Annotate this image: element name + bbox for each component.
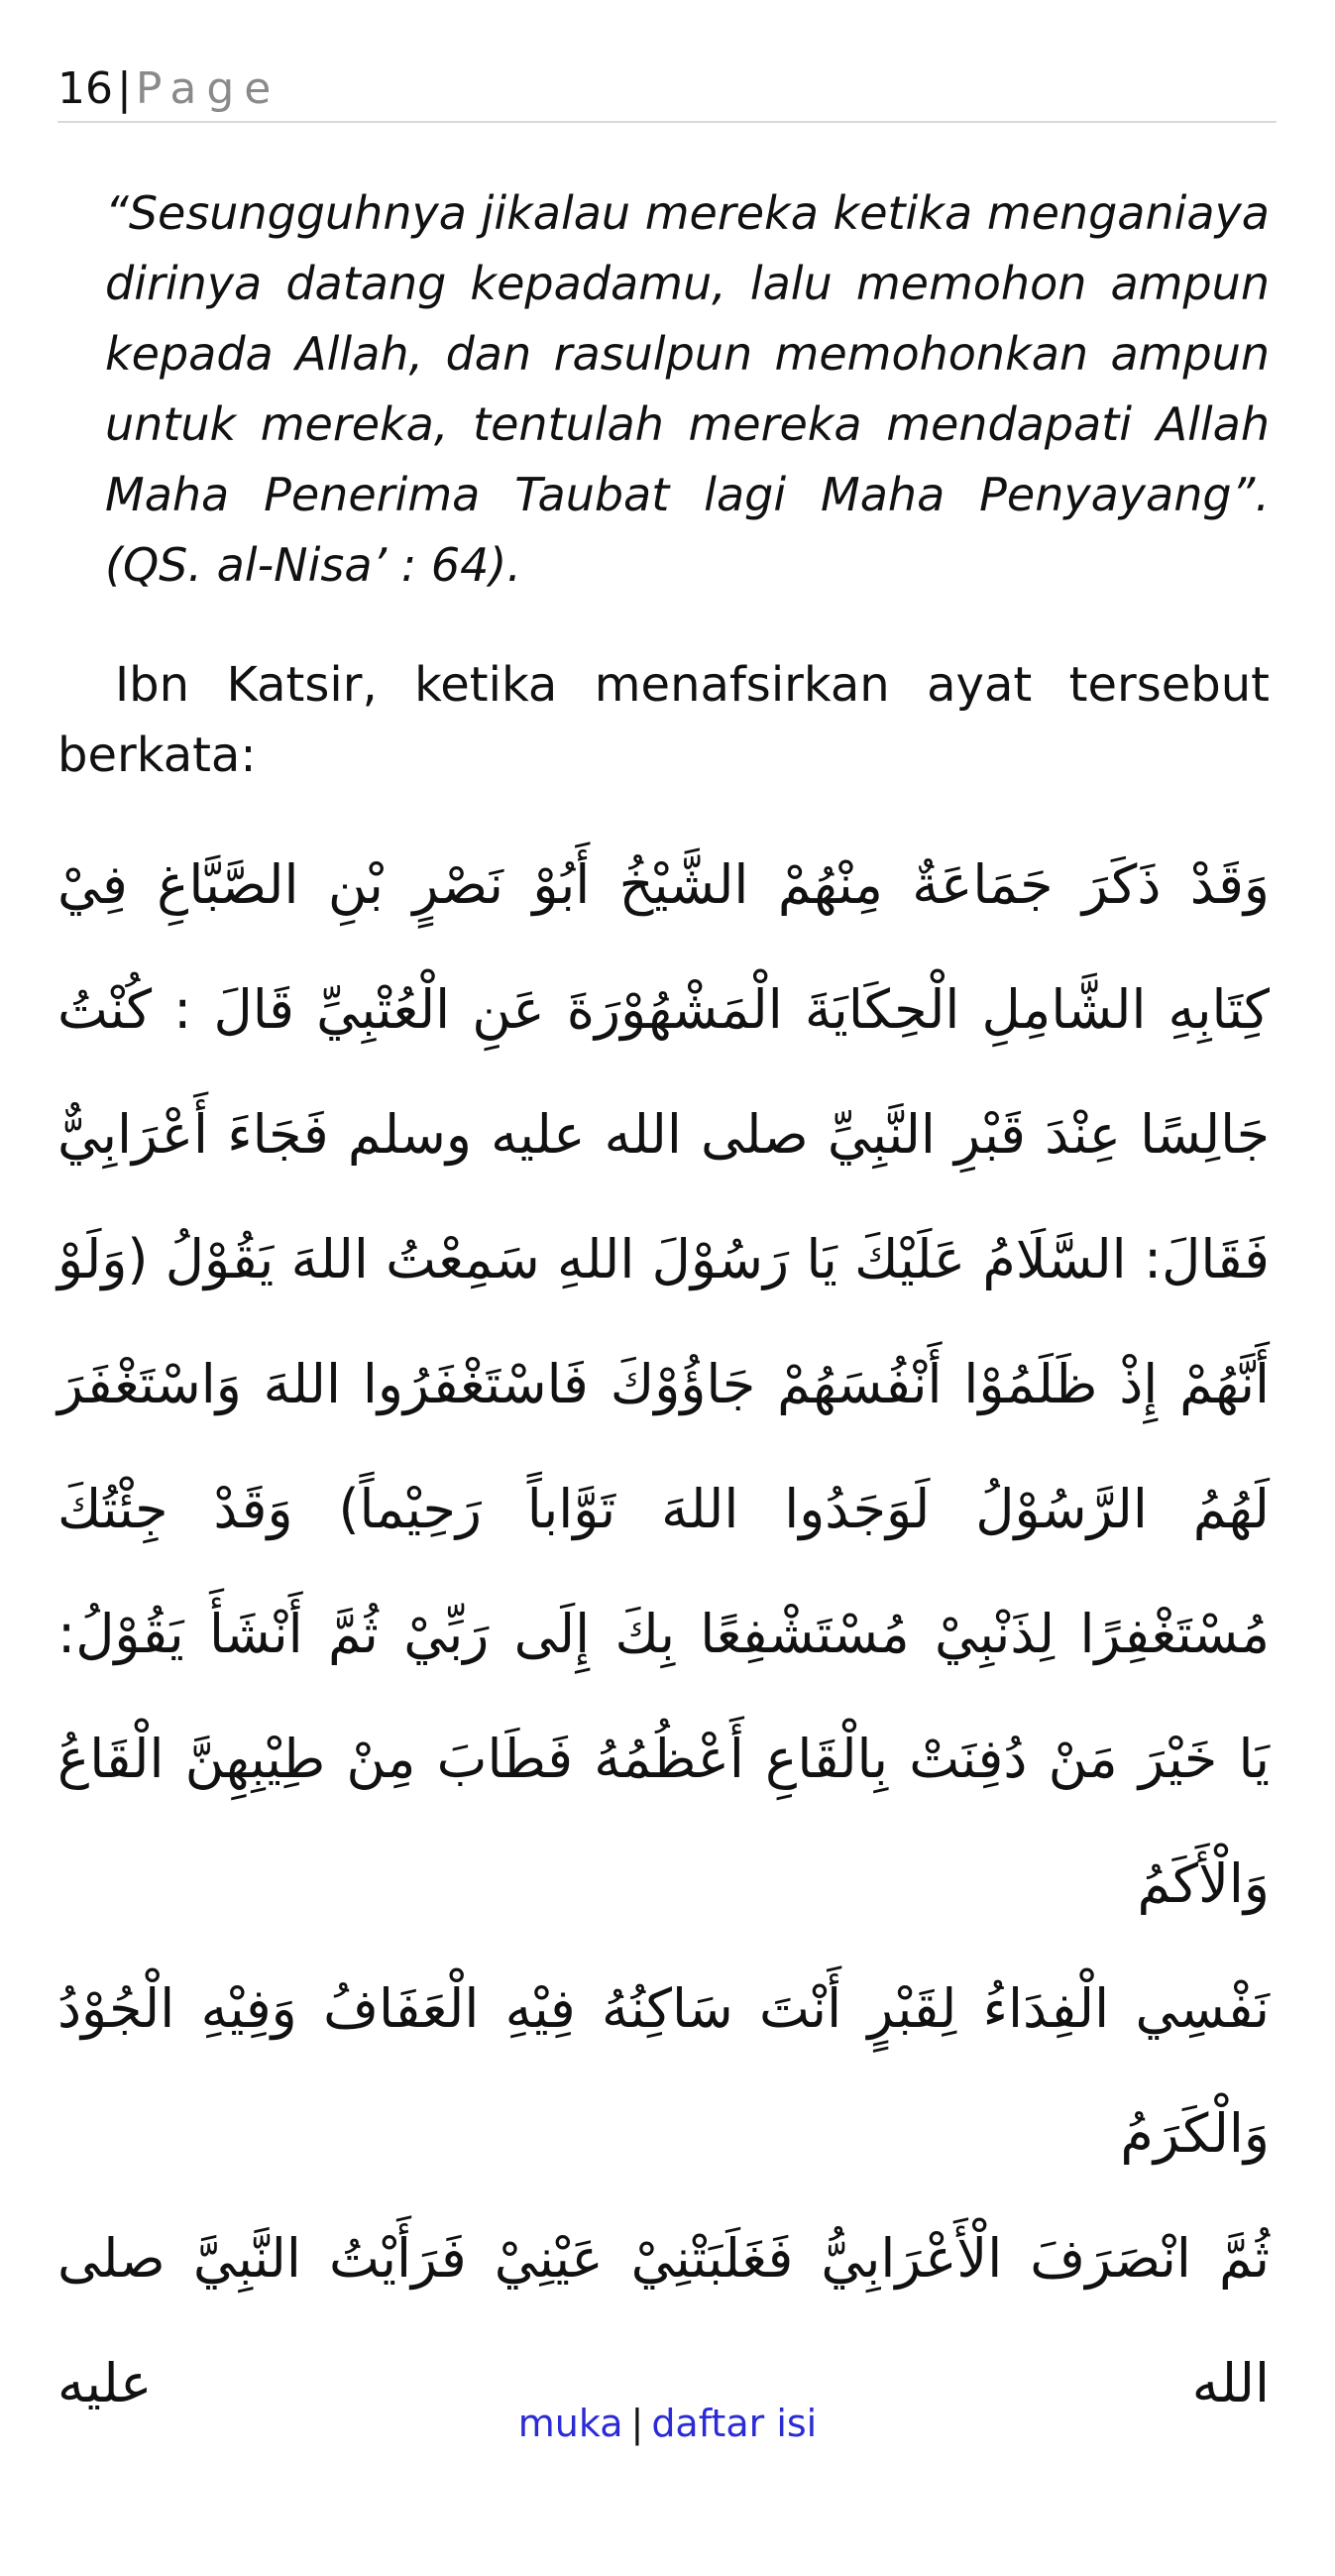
footer-navigation bbox=[0, 2399, 1335, 2448]
page-number: 16 bbox=[57, 63, 113, 114]
home-link[interactable]: muka bbox=[517, 2402, 623, 2445]
arabic-poem-verse-1: يَا خَيْرَ مَنْ دُفِنَتْ بِالْقَاعِ أَعْظُمُهُ فَطَابَ مِنْ طِيْبِهِنَّ الْقَاعُ وَالْأَكَمُ bbox=[57, 1728, 1270, 1915]
arabic-poem-verse-2: نَفْسِي الْفِدَاءُ لِقَبْرٍ أَنْتَ سَاكِنُهُ فِيْهِ الْعَفَافُ وَفِيْهِ الْجُوْدُ وَالْكَرَمُ bbox=[57, 1977, 1270, 2165]
intro-paragraph: Ibn Katsir, ketika menafsirkan ayat tersebut berkata: bbox=[57, 657, 1270, 783]
page-header-separator: | bbox=[117, 63, 132, 114]
arabic-narration-paragraph: وَقَدْ ذَكَرَ جَمَاعَةٌ مِنْهُمْ الشَّيْخُ أَبُوْ نَصْرٍ بْنِ الصَّبَّاغِ فِيْ كِتَابِهِ الشَّامِلِ الْحِكَايَةَ الْمَشْهُوْرَةَ عَنِ الْعُتْبِيِّ قَالَ : كُنْتُ جَالِسًا عِنْدَ قَبْرِ النَّبِيِّ صلى الله عليه وسلم فَجَاءَ أَعْرَابِيٌّ فَقَالَ: السَّلَامُ عَلَيْكَ يَا رَسُوْلَ اللهِ سَمِعْتُ اللهَ يَقُوْلُ (وَلَوْ أَنَّهُمْ إِذْ ظَلَمُوْا أَنْفُسَهُمْ جَاؤُوْكَ فَاسْتَغْفَرُوا اللهَ وَاسْتَغْفَرَ لَهُمُ الرَّسُوْلُ لَوَجَدُوا اللهَ تَوَّاباً رَحِيْماً) وَقَدْ جِئْتُكَ مُسْتَغْفِرًا لِذَنْبِيْ مُسْتَشْفِعًا بِكَ إِلَى رَبِّيْ ثُمَّ أَنْشَأَ يَقُوْلُ: bbox=[57, 853, 1270, 1665]
arabic-text-block bbox=[57, 823, 1270, 2446]
page-label: Page bbox=[135, 63, 281, 114]
quran-translation-quote: “Sesungguhnya jikalau mereka ketika menganiaya dirinya datang kepadamu, lalu memohon ampun kepada Allah, dan rasulpun memohonkan ampun untuk mereka, tentulah mereka mendapati Allah Maha Penerima Taubat lagi Maha Penyayang”. (QS. al-Nisa’ : 64). bbox=[105, 186, 1270, 592]
footer-separator: | bbox=[630, 2402, 644, 2445]
page-header bbox=[57, 57, 1277, 123]
arabic-narration-continuation: ثُمَّ انْصَرَفَ الْأَعْرَابِيُّ فَغَلَبَتْنِيْ عَيْنِيْ فَرَأَيْتُ النَّبِيَّ صلى الله عليه bbox=[57, 2227, 1270, 2414]
table-of-contents-link[interactable]: daftar isi bbox=[651, 2402, 818, 2445]
